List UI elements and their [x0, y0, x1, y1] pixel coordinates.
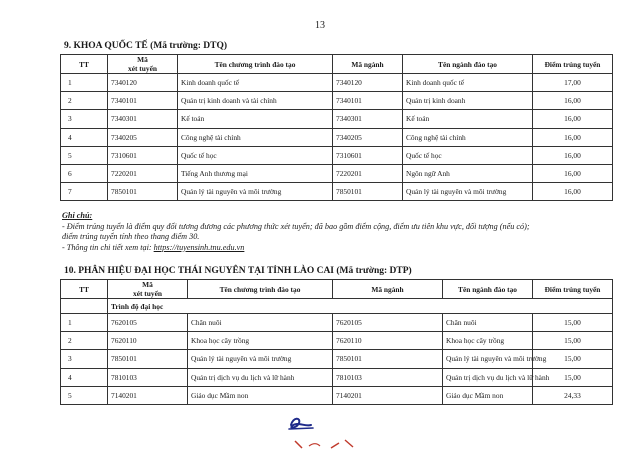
cell-diem: 16,00 — [533, 183, 613, 201]
cell-chuong-trinh: Kinh doanh quốc tế — [178, 74, 333, 92]
header-tt: TT — [61, 55, 108, 74]
cell-tt: 2 — [61, 92, 108, 110]
cell-ma-xet-tuyen: 7850101 — [108, 350, 188, 368]
cell-ma-xet-tuyen: 7140201 — [108, 386, 188, 404]
cell-ma-xet-tuyen: 7620110 — [108, 332, 188, 350]
cell-ma-xet-tuyen: 7340120 — [108, 74, 178, 92]
notes-block — [62, 211, 614, 253]
cell-tt: 3 — [61, 350, 108, 368]
header-tt: TT — [61, 280, 108, 299]
cell-chuong-trinh: Giáo dục Mầm non — [188, 386, 333, 404]
cell-tt: 4 — [61, 128, 108, 146]
table-header-row — [61, 55, 613, 74]
cell-nganh: Quản lý tài nguyên và môi trường — [403, 183, 533, 201]
cell-ma-nganh: 7340120 — [333, 74, 403, 92]
cell-tt: 6 — [61, 164, 108, 182]
cell-tt: 1 — [61, 314, 108, 332]
section-10-title: 10. PHÂN HIỆU ĐẠI HỌC THÁI NGUYÊN TẠI TỈNH LÀO CAI (Mã trường: DTP) — [64, 266, 412, 276]
table-header-row — [61, 280, 613, 299]
header-ma-xet-tuyen-line2: xét tuyển — [133, 289, 162, 298]
cell-nganh: Công nghệ tài chính — [403, 128, 533, 146]
cell-diem: 16,00 — [533, 110, 613, 128]
notes-link[interactable]: https://tuyensinh.tnu.edu.vn — [153, 242, 245, 252]
cell-ma-xet-tuyen: 7340101 — [108, 92, 178, 110]
header-ma-xet-tuyen-line1: Mã — [137, 55, 148, 64]
cell-ma-xet-tuyen: 7220201 — [108, 164, 178, 182]
cell-diem: 16,00 — [533, 92, 613, 110]
cell-chuong-trinh: Khoa học cây trồng — [188, 332, 333, 350]
cell-nganh: Kinh doanh quốc tế — [403, 74, 533, 92]
subheader-empty — [61, 299, 108, 314]
notes-title: Ghi chú: — [62, 211, 93, 220]
table-row — [61, 128, 613, 146]
cell-ma-nganh: 7620105 — [333, 314, 443, 332]
admission-table-dtq — [60, 54, 613, 201]
cell-chuong-trinh: Tiếng Anh thương mại — [178, 164, 333, 182]
header-ma-xet-tuyen-line2: xét tuyển — [128, 64, 157, 73]
cell-ma-xet-tuyen: 7850101 — [108, 183, 178, 201]
cell-nganh: Quản trị kinh doanh — [403, 92, 533, 110]
table-row — [61, 350, 613, 368]
cell-chuong-trinh: Chăn nuôi — [188, 314, 333, 332]
header-ma-xet-tuyen — [108, 280, 188, 299]
cell-diem: 15,00 — [533, 314, 613, 332]
table-subheader-row — [61, 299, 613, 314]
cell-ma-nganh: 7340301 — [333, 110, 403, 128]
table-row — [61, 183, 613, 201]
header-ten-nganh: Tên ngành đào tạo — [443, 280, 533, 299]
cell-nganh: Kế toán — [403, 110, 533, 128]
cell-chuong-trinh: Kế toán — [178, 110, 333, 128]
cell-diem: 15,00 — [533, 368, 613, 386]
cell-diem: 24,33 — [533, 386, 613, 404]
notes-line-2: điểm trúng tuyển tính theo thang điểm 30. — [62, 232, 200, 241]
page-number: 13 — [315, 20, 325, 31]
notes-line-3 — [62, 243, 614, 254]
table-row — [61, 164, 613, 182]
cell-nganh: Chăn nuôi — [443, 314, 533, 332]
table-row — [61, 146, 613, 164]
cell-tt: 7 — [61, 183, 108, 201]
cell-tt: 2 — [61, 332, 108, 350]
cell-ma-nganh: 7140201 — [333, 386, 443, 404]
header-ten-chuong-trinh: Tên chương trình đào tạo — [178, 55, 333, 74]
header-ten-chuong-trinh: Tên chương trình đào tạo — [188, 280, 333, 299]
header-ma-nganh: Mã ngành — [333, 280, 443, 299]
cell-nganh: Khoa học cây trồng — [443, 332, 533, 350]
cell-diem: 15,00 — [533, 350, 613, 368]
cell-diem: 16,00 — [533, 146, 613, 164]
cell-ma-xet-tuyen: 7620105 — [108, 314, 188, 332]
section-9-title: 9. KHOA QUỐC TẾ (Mã trường: DTQ) — [64, 41, 228, 51]
subheader-trinh-do: Trình độ đại học — [108, 299, 613, 314]
table-row — [61, 332, 613, 350]
cell-tt: 4 — [61, 368, 108, 386]
cell-tt: 3 — [61, 110, 108, 128]
cell-diem: 15,00 — [533, 332, 613, 350]
cell-chuong-trinh: Công nghệ tài chính — [178, 128, 333, 146]
cell-nganh: Quản trị dịch vụ du lịch và lữ hành — [443, 368, 533, 386]
cell-ma-nganh: 7340101 — [333, 92, 403, 110]
cell-chuong-trinh: Quản lý tài nguyên và môi trường — [178, 183, 333, 201]
footer-decoration-mark — [293, 437, 355, 451]
header-ten-nganh: Tên ngành đào tạo — [403, 55, 533, 74]
notes-line-3-prefix: - Thông tin chi tiết xem tại: — [62, 242, 154, 252]
cell-tt: 1 — [61, 74, 108, 92]
header-ma-xet-tuyen — [108, 55, 178, 74]
header-ma-nganh: Mã ngành — [333, 55, 403, 74]
table-row — [61, 368, 613, 386]
admission-table-dtp — [60, 279, 613, 405]
table-10-body — [61, 314, 613, 405]
table-row — [61, 110, 613, 128]
cell-chuong-trinh: Quản trị dịch vụ du lịch và lữ hành — [188, 368, 333, 386]
cell-tt: 5 — [61, 146, 108, 164]
header-diem: Điểm trúng tuyển — [533, 55, 613, 74]
cell-ma-xet-tuyen: 7340301 — [108, 110, 178, 128]
cell-diem: 16,00 — [533, 128, 613, 146]
cell-ma-nganh: 7220201 — [333, 164, 403, 182]
signature-mark — [283, 415, 319, 433]
table-9-body — [61, 74, 613, 201]
cell-ma-xet-tuyen: 7340205 — [108, 128, 178, 146]
cell-diem: 16,00 — [533, 164, 613, 182]
table-row — [61, 92, 613, 110]
cell-nganh: Quản lý tài nguyên và môi trường — [443, 350, 533, 368]
table-row — [61, 74, 613, 92]
table-row — [61, 314, 613, 332]
header-diem: Điểm trúng tuyển — [533, 280, 613, 299]
cell-ma-nganh: 7620110 — [333, 332, 443, 350]
cell-nganh: Quốc tế học — [403, 146, 533, 164]
table-row — [61, 386, 613, 404]
cell-ma-nganh: 7810103 — [333, 368, 443, 386]
cell-chuong-trinh: Quản trị kinh doanh và tài chính — [178, 92, 333, 110]
cell-nganh: Giáo dục Mầm non — [443, 386, 533, 404]
cell-ma-nganh: 7850101 — [333, 350, 443, 368]
cell-ma-xet-tuyen: 7310601 — [108, 146, 178, 164]
notes-line-1: - Điểm trúng tuyển là điểm quy đổi tương đương các phương thức xét tuyển; đã bao gồm điểm cộng, điểm ưu tiên khu vực, đối tượng (nếu có); — [62, 221, 530, 231]
cell-nganh: Ngôn ngữ Anh — [403, 164, 533, 182]
cell-ma-nganh: 7850101 — [333, 183, 403, 201]
header-ma-xet-tuyen-line1: Mã — [142, 280, 153, 289]
cell-chuong-trinh: Quản lý tài nguyên và môi trường — [188, 350, 333, 368]
cell-ma-nganh: 7340205 — [333, 128, 403, 146]
cell-diem: 17,00 — [533, 74, 613, 92]
cell-ma-nganh: 7310601 — [333, 146, 403, 164]
cell-chuong-trinh: Quốc tế học — [178, 146, 333, 164]
cell-ma-xet-tuyen: 7810103 — [108, 368, 188, 386]
cell-tt: 5 — [61, 386, 108, 404]
